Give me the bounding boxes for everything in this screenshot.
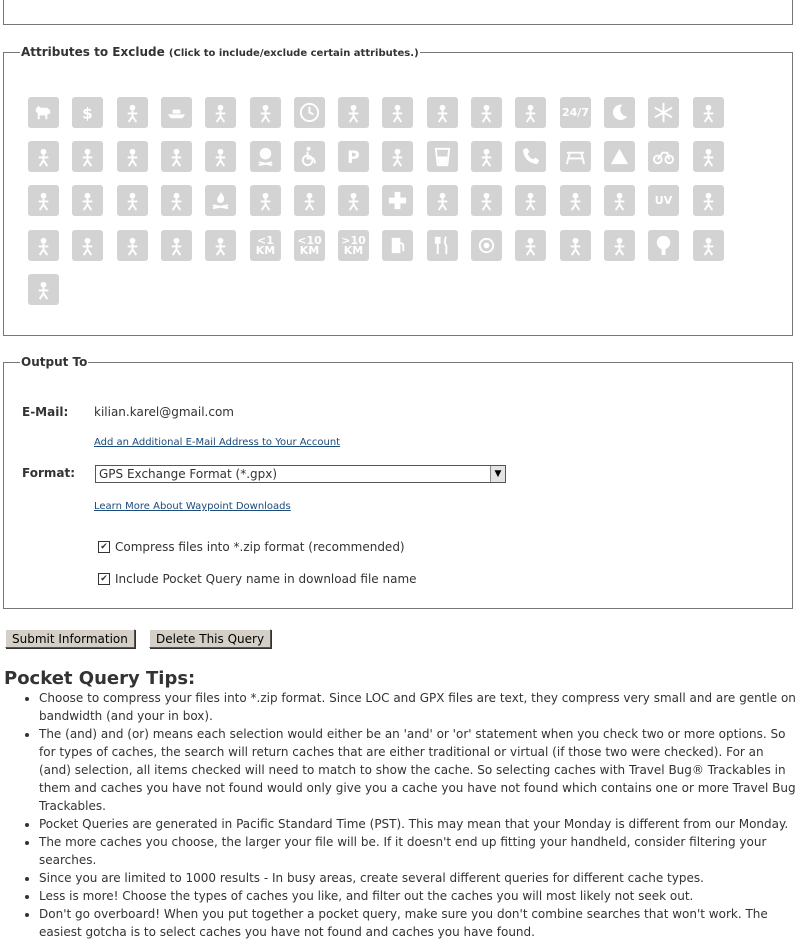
delete-query-button[interactable]: Delete This Query	[149, 629, 271, 648]
uv-light-icon[interactable]: UV	[648, 185, 679, 216]
cliff-icon[interactable]	[161, 141, 192, 172]
hunting-icon[interactable]	[205, 141, 236, 172]
public-transit-icon[interactable]	[382, 141, 413, 172]
picnic-icon[interactable]	[560, 141, 591, 172]
output-legend: Output To	[21, 355, 88, 369]
motorcycle-icon[interactable]	[693, 141, 724, 172]
tips-list	[19, 689, 797, 941]
output-to-section	[3, 355, 793, 609]
camping-icon[interactable]	[604, 141, 635, 172]
night-icon[interactable]	[604, 97, 635, 128]
tip-item: • The (and) and (or) means each selection would either be an 'and' or 'or' statement when you check two or more options. So for types of caches, the search will return caches that are either traditional or virtual (if those two were checked). For an (and) selection, all items checked will need to match to show the cache. So selecting caches with Travel Bug® Trackables in them and caches you have not found would only give you a cache you have not found which contains one or more Travel Bug Trackables.	[39, 725, 797, 815]
dog-icon[interactable]	[28, 97, 59, 128]
compress-label: Compress files into *.zip format (recommended)	[115, 540, 405, 554]
kids-icon[interactable]	[250, 97, 281, 128]
available-24-7-icon[interactable]: 24/7	[560, 97, 591, 128]
tip-item: • Less is more! Choose the types of caches you like, and filter out the caches you will most likely not seek out.	[39, 887, 797, 905]
abandoned-structure-icon[interactable]	[205, 230, 236, 261]
snowshoe-icon[interactable]	[693, 185, 724, 216]
tick-icon[interactable]	[72, 141, 103, 172]
swimming-icon[interactable]	[515, 97, 546, 128]
tips-title: Pocket Query Tips:	[4, 668, 196, 689]
include-name-option	[98, 572, 417, 586]
bicycle-icon[interactable]	[648, 141, 679, 172]
add-email-link[interactable]: Add an Additional E-Mail Address to Your Account	[94, 437, 341, 448]
special-tool-icon[interactable]	[72, 230, 103, 261]
format-label: Format:	[22, 466, 76, 480]
thorn-icon[interactable]	[250, 185, 281, 216]
short-hike-icon[interactable]: <1 KM	[250, 230, 281, 261]
submit-button[interactable]: Submit Information	[5, 629, 135, 648]
cross-country-ski-icon[interactable]	[28, 230, 59, 261]
wireless-beacon-icon[interactable]	[471, 230, 502, 261]
horse-icon[interactable]	[161, 185, 192, 216]
compress-option	[98, 540, 405, 554]
partnership-icon[interactable]	[515, 230, 546, 261]
restrooms-icon[interactable]	[471, 141, 502, 172]
include-name-label: Include Pocket Query name in download file name	[115, 572, 417, 586]
jeep-icon[interactable]	[72, 185, 103, 216]
tip-item: • Choose to compress your files into *.zip format. Since LOC and GPX files are text, they compress very small and are gentle on bandwidth (and your in box).	[39, 689, 797, 725]
parking-icon[interactable]	[338, 141, 369, 172]
clock-icon[interactable]	[294, 97, 325, 128]
campfire-icon[interactable]	[205, 185, 236, 216]
danger-icon[interactable]	[250, 141, 281, 172]
snake-icon[interactable]	[28, 141, 59, 172]
tip-item: • Since you are limited to 1000 results - In busy areas, create several different queries for different cache types.	[39, 869, 797, 887]
svg-text:$: $	[82, 104, 93, 123]
quad-icon[interactable]	[28, 185, 59, 216]
previous-section-box	[3, 0, 793, 25]
wading-icon[interactable]	[471, 97, 502, 128]
medium-hike-icon[interactable]: <10 KM	[294, 230, 325, 261]
email-label: E-Mail:	[22, 405, 69, 419]
tourist-icon[interactable]	[604, 230, 635, 261]
attributes-exclude-section	[3, 45, 793, 336]
fee-icon[interactable]	[72, 97, 103, 128]
include-name-checkbox[interactable]: ✔	[98, 573, 110, 585]
night-cache-icon[interactable]	[117, 230, 148, 261]
boat-icon[interactable]	[161, 97, 192, 128]
tip-item: • The more caches you choose, the larger your file will be. If it doesn't end up fitting your handheld, consider filtering your searches.	[39, 833, 797, 869]
telephone-icon[interactable]	[515, 141, 546, 172]
lost-and-found-icon[interactable]	[515, 185, 546, 216]
drinking-water-icon[interactable]	[427, 141, 458, 172]
scuba-icon[interactable]	[205, 97, 236, 128]
rock-climbing-icon[interactable]	[427, 97, 458, 128]
format-selected-value: GPS Exchange Format (*.gpx)	[99, 467, 278, 481]
climbing-icon[interactable]	[117, 97, 148, 128]
hiking-icon[interactable]	[382, 97, 413, 128]
attributes-legend-note: (Click to include/exclude certain attributes.)	[168, 48, 419, 59]
rv-icon[interactable]	[560, 185, 591, 216]
svg-text:P: P	[347, 148, 360, 168]
poison-plant-icon[interactable]	[693, 97, 724, 128]
yard-icon[interactable]	[693, 230, 724, 261]
fuel-icon[interactable]	[382, 230, 413, 261]
park-and-grab-icon[interactable]	[161, 230, 192, 261]
cow-icon[interactable]	[427, 185, 458, 216]
flashlight-icon[interactable]	[471, 185, 502, 216]
field-puzzle-icon[interactable]	[604, 185, 635, 216]
attributes-legend: Attributes to Exclude (Click to include/exclude certain attributes.)	[21, 45, 419, 59]
compress-checkbox[interactable]: ✔	[98, 541, 110, 553]
winter-icon[interactable]	[648, 97, 679, 128]
tree-climbing-icon[interactable]	[648, 230, 679, 261]
wheelchair-icon[interactable]	[294, 141, 325, 172]
binoculars-icon[interactable]	[338, 97, 369, 128]
stroller-icon[interactable]	[338, 185, 369, 216]
tip-item: • Pocket Queries are generated in Pacific Standard Time (PST). This may mean that your Monday is different from our Monday.	[39, 815, 797, 833]
tip-item: • Don't go overboard! When you put together a pocket query, make sure you don't combine searches that won't work. The easiest gotcha is to select caches you have not found and caches you have found.	[39, 905, 797, 941]
email-value: kilian.karel@gmail.com	[94, 405, 234, 419]
food-icon[interactable]	[427, 230, 458, 261]
stealth-icon[interactable]	[294, 185, 325, 216]
teamwork-icon[interactable]	[28, 274, 59, 305]
long-hike-icon[interactable]: >10 KM	[338, 230, 369, 261]
mine-icon[interactable]	[117, 141, 148, 172]
format-select[interactable]	[95, 465, 506, 483]
snowmobile-icon[interactable]	[117, 185, 148, 216]
chevron-down-icon[interactable]: ▼	[490, 466, 505, 482]
seasonal-icon[interactable]	[560, 230, 591, 261]
first-aid-icon[interactable]	[382, 185, 413, 216]
learn-more-link[interactable]: Learn More About Waypoint Downloads	[94, 501, 291, 512]
